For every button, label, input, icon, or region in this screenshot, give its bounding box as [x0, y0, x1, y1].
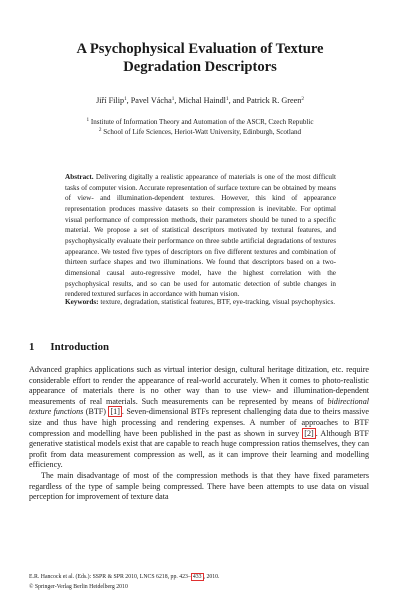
affiliation-text: School of Life Sciences, Heriot-Watt University, Edinburgh, Scotland: [103, 128, 302, 136]
author-name: Patrick R. Green: [246, 96, 302, 105]
abstract-label: Abstract.: [65, 173, 94, 181]
author-affil-mark: 1: [225, 96, 229, 102]
footer-text: E.R. Hancock et al. (Eds.): SSPR & SPR 2010, LNCS 6218, pp. 423–: [29, 574, 191, 580]
section-heading: [29, 340, 109, 354]
paper-title: [30, 40, 370, 76]
keywords-label: Keywords:: [65, 298, 99, 306]
author-separator: ,: [126, 96, 131, 105]
body-text-span: . Seven-dimensional BTFs represent challenging data due to theirs massive size and thus have high processing and rendering expenses. A number of approaches to BTF compression and modelling have been published in the past as shown in survey: [29, 407, 370, 438]
affiliation-text: Institute of Information Theory and Automation of the ASCR, Czech Republic: [90, 118, 314, 126]
author-name: Jiří Filip: [96, 96, 125, 105]
citation-footnote: [29, 573, 369, 583]
author-affil-mark: 1: [171, 96, 175, 102]
keywords: [65, 297, 336, 308]
author-affil-mark: 1: [124, 96, 127, 102]
body-emphasis: bidirectional texture functions: [29, 396, 369, 417]
affiliation-mark: 2: [98, 127, 102, 133]
affiliation-2: [20, 127, 380, 137]
citation-link[interactable]: [2]: [304, 428, 314, 438]
author-affil-mark: 2: [301, 96, 304, 102]
author-name: Pavel Vácha: [130, 96, 172, 105]
citation-link[interactable]: [1]: [110, 407, 120, 417]
section-title: Introduction: [50, 341, 110, 353]
affiliation-mark: 1: [86, 117, 90, 123]
page-range-link[interactable]: 433: [192, 574, 202, 580]
affiliations: [20, 117, 380, 137]
keywords-text: texture, degradation, statistical features, BTF, eye-tracking, visual psychophysics.: [100, 298, 336, 306]
author-name: Michal Haindl: [178, 96, 226, 105]
author-separator: , and: [228, 96, 247, 105]
body-text-span: Advanced graphics applications such as virtual interior design, cultural heritage ditization, etc. require considerable effort to render the appearance of real-world accurately. When it comes to photo-realistic appearance of materials there is no other way than to use view- and illumination-dependent measurements of real materials. Such measurements can be represented by means of: [29, 365, 369, 406]
author-list: [20, 96, 380, 106]
page-footer: [29, 573, 369, 592]
body-text-span: . Although BTF generative statistical models exist that are capable to reach huge compression ratios themselves, they can profit from data measurement compression as well, as it can improve their learning and modelling efficiency.: [29, 428, 370, 470]
copyright-line: © Springer-Verlag Berlin Heidelberg 2010: [29, 583, 128, 590]
title-line-2: Degradation Descriptors: [123, 59, 277, 75]
abstract-text: Delivering digitally a realistic appearance of materials is one of the most difficult tasks of computer vision. Accurate representation of surface texture can be obtained by means of view- and illumination-dependent textures. However, this kind of appearance representation produces massive datasets so their compression is inevitable. For optimal visual performance of compression methods, their parameters should be tuned to a specific material. We propose a set of statistical descriptors motivated by textural features, and psychophysically evaluate their performance on three subtle artificial degradations of textures appearance. We tested five types of descriptors on five different textures and combination of thirteen surface shapes and two illuminations. We found that descriptors based on a two-dimensional causal auto-regressive model, have the highest correlation with the psychophysical results, and so can be used for automatic detection of subtle changes in rendered textured surfaces in accordance with human vision.: [65, 173, 337, 299]
abstract: [65, 172, 336, 300]
author-separator: ,: [174, 96, 179, 105]
title-line-1: A Psychophysical Evaluation of Texture: [76, 41, 324, 57]
footer-text: , 2010.: [203, 574, 220, 580]
section-number: 1: [29, 341, 35, 353]
intro-paragraph-1: [29, 365, 369, 471]
intro-paragraph-2: The main disadvantage of most of the compression methods is that they have fixed parameters regardless of the type of sample being compressed. There have been attempts to use data on visual perception for improvement of texture data: [29, 470, 369, 502]
body-text-span: (BTF): [83, 407, 109, 417]
introduction-body: [29, 365, 369, 503]
affiliation-1: [20, 117, 380, 127]
